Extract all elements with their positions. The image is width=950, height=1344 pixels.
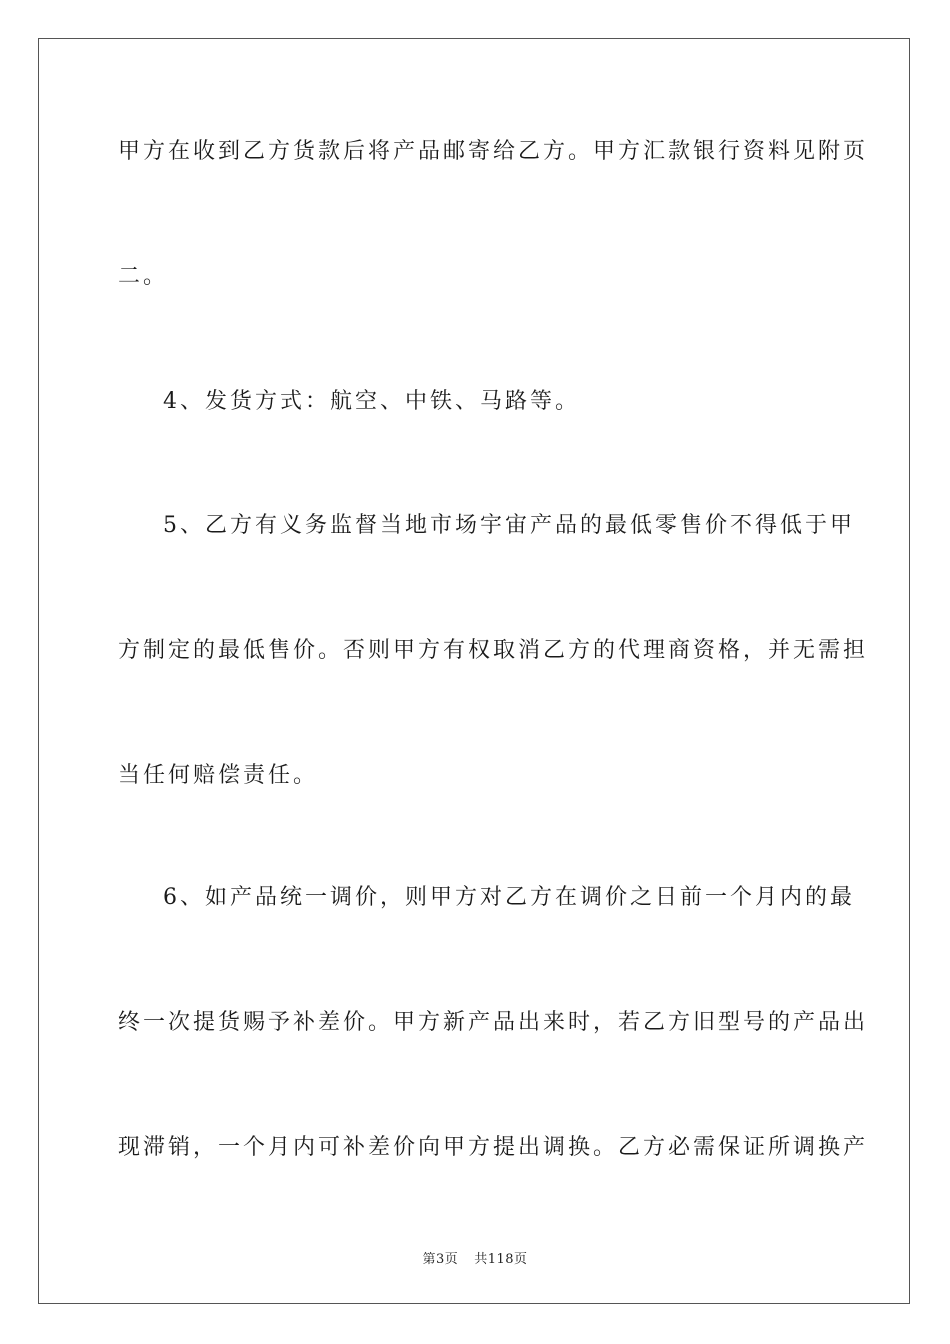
text-line: 终一次提货赐予补差价。甲方新产品出来时，若乙方旧型号的产品出 [118, 1010, 869, 1035]
text-line: 甲方在收到乙方货款后将产品邮寄给乙方。甲方汇款银行资料见附页 [118, 139, 869, 164]
page-border [38, 38, 910, 1304]
text-line: 4、发货方式：航空、中铁、马路等。 [163, 389, 580, 414]
page-footer [0, 1248, 950, 1267]
text-line: 5、乙方有义务监督当地市场宇宙产品的最低零售价不得低于甲 [163, 513, 855, 538]
text-line: 二。 [118, 264, 169, 289]
text-line: 6、如产品统一调价，则甲方对乙方在调价之日前一个月内的最 [163, 885, 855, 910]
text-line: 当任何赔偿责任。 [118, 763, 319, 788]
text-line: 现滞销，一个月内可补差价向甲方提出调换。乙方必需保证所调换产 [118, 1135, 869, 1160]
page-total: 共118页 [474, 1252, 528, 1267]
page-number: 第3页 [422, 1252, 459, 1267]
text-line: 方制定的最低售价。否则甲方有权取消乙方的代理商资格，并无需担 [118, 638, 869, 663]
